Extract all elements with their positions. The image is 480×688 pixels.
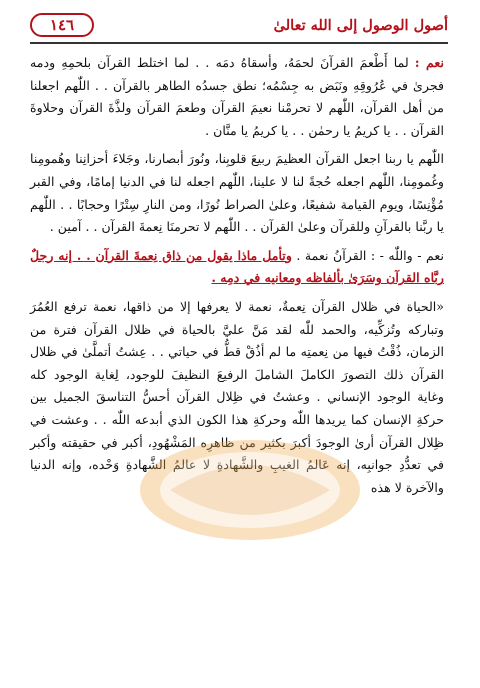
quotation-paragraph: [30, 296, 444, 499]
paragraph: [30, 245, 444, 290]
running-title: أصول الوصول إلى الله تعالىٰ: [273, 16, 448, 34]
page-body: [30, 52, 444, 505]
page-number-badge: ١٤٦: [30, 13, 94, 37]
paragraph: [30, 148, 444, 238]
paragraph-text: لما أَطْعمَ القرآنَ لحمَهُ، وأسقاهُ دمَه . . لما اختلط القرآن بلحمِهِ ودمه فجرىٰ في عُرُوقِهِ ونَبَض به جِسْمُه؛ نطق جسدُه الطاهر بالقرآن . . اللّٰهم اجعلنا من أهل القرآن، اللّٰهم لا تحرمْنا نعيمَ القرآن وطعمَ القرآن ولذَّةَ القرآن وحلاوةَ القرآن . . يا كريمُ يا رحمٰن . . يا كريمُ يا منَّان .: [30, 55, 444, 138]
paragraph: [30, 52, 444, 142]
speaker-label: نعم :: [414, 55, 444, 70]
page-header: [30, 12, 448, 38]
paragraph-text: «الحياة في ظلال القرآن نِعمةٌ، نعمة لا يعرفها إلا من ذاقها، نعمة ترفع العُمُرَ وتباركه وتُزكِّيه، والحمد للّٰه لقد مَنَّ عليَّ بالحياة في ظلال القرآن فترة من الزمان، ذُقْتُ فيها من نِعمتِه ما لم أذُقْ قطُّ في حياتي . . عِشتُ أتملَّىٰ في ظلال القرآن ذلك التصورَ الكاملَ الشاملَ الرفيعَ النظيفَ للوجود، لِغاية الوجود كله وغاية الوجود الإنساني . وعشتُ في ظِلال القرآن أحسُّ التناسقَ الجميل بين حركةِ الإنسان كما يريدها اللّٰه وحركةِ هذا الكون الذي أبدعه اللّٰه . . وعشت في ظِلال القرآن أرىٰ الوجودَ أكبرَ بكثير من ظاهرِه المَشْهُودِ، أكبر في حقيقته وأكبر في تعدُّدِ جوانبِه، إنه عَالمُ الغيبِ والشَّهادةِ لا عالمُ الشَّهادةِ وَحْده، وإنه الدنيا والآخرة لا هذه: [30, 298, 444, 495]
header-divider: [30, 42, 448, 44]
paragraph-lead: نعم - واللّٰه - : القرآنُ نعمة .: [296, 247, 444, 263]
highlighted-text: وتأمل ماذا يقول من ذاق نِعمةَ القرآن . . إنه رجلٌ ربَّاه القرآن وسَرَىٰ بألفاظه ومعانيه في دمِه .: [30, 247, 444, 286]
paragraph-text: اللّٰهم يا ربنا اجعل القرآن العظيمَ ربيعَ قلوبِنا، ونُورَ أبصارنا، وجَلاءَ أحزانِنا وهُمومِنا وغُمومِنا، اللّٰهم اجعله حُجةً لنا لا علينا، اللّٰهم اجعله لنا في الدنيا إمامًا، وفي القبر مُؤْنِسًا، ويوم القيامة شفيعًا، وعلىٰ الصراط نُورًا، ومن النارِ سِتْرًا وحجابًا . . اللّٰهم يا ربَّنا بالقرآنِ وللقرآن وعلىٰ القرآن . . اللّٰهم لا تحرمنَا نِعمةَ القرآن . . آمين .: [30, 151, 444, 235]
